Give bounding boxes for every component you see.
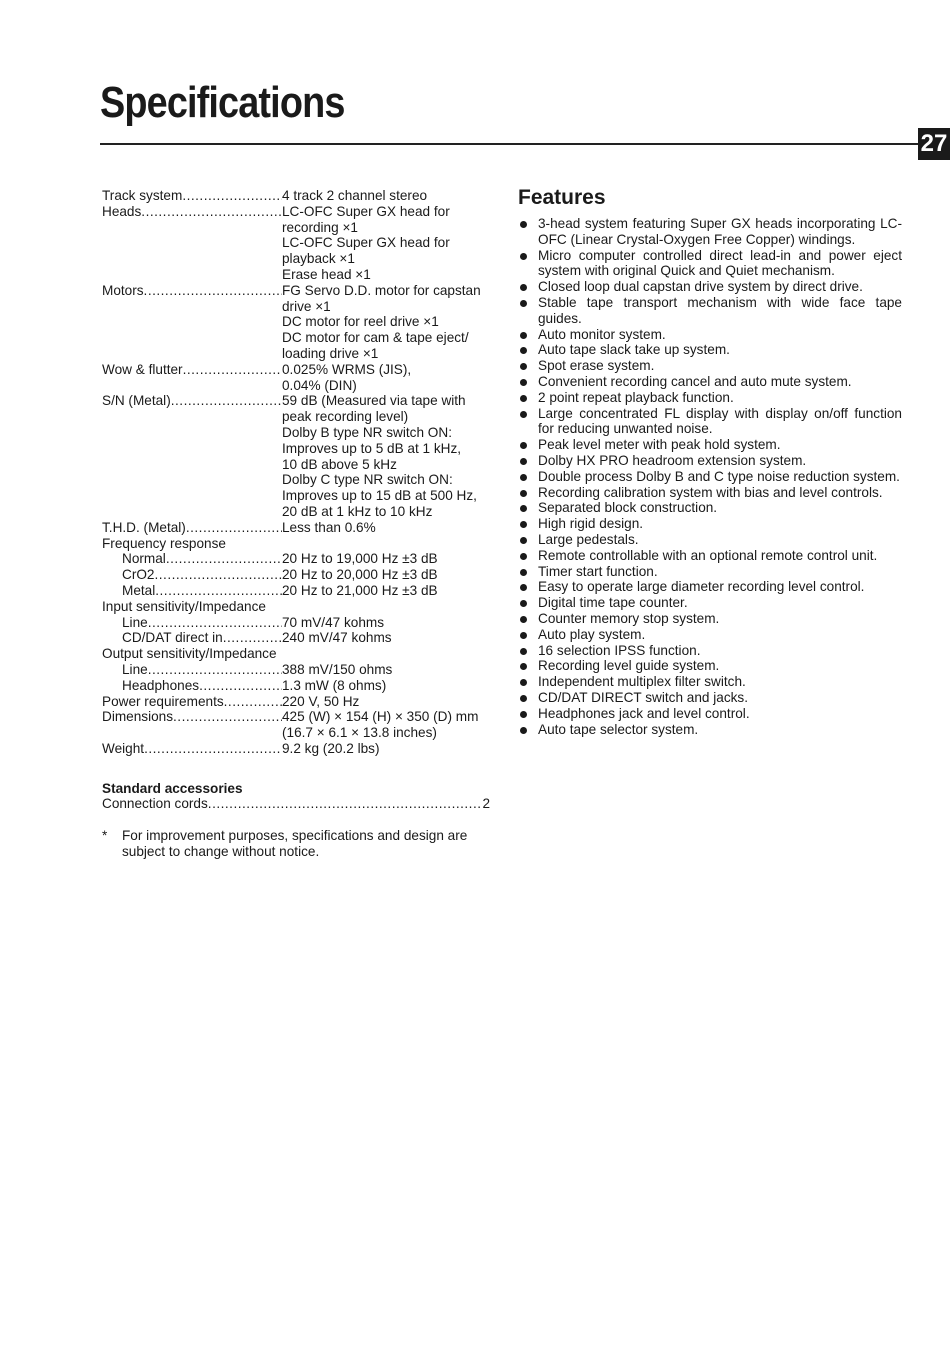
spec-value-line: Less than 0.6% bbox=[282, 519, 376, 535]
feature-list bbox=[518, 216, 902, 737]
spec-value-line: 388 mV/150 ohms bbox=[282, 661, 393, 677]
spec-label-cell bbox=[102, 567, 282, 583]
spec-value-line: Dolby C type NR switch ON: bbox=[282, 472, 453, 488]
spec-label-cell bbox=[102, 694, 282, 710]
spec-value-line: 10 dB above 5 kHz bbox=[282, 456, 397, 472]
spec-label-cell bbox=[102, 615, 282, 631]
bullet-icon bbox=[520, 363, 527, 370]
feature-item bbox=[518, 437, 902, 453]
bullet-icon bbox=[520, 695, 527, 702]
spec-label: Wow & flutter bbox=[102, 361, 183, 377]
feature-text: Counter memory stop system. bbox=[538, 610, 720, 626]
feature-item bbox=[518, 374, 902, 390]
spec-label: T.H.D. (Metal) bbox=[102, 519, 186, 535]
spec-value-line: (16.7 × 6.1 × 13.8 inches) bbox=[282, 725, 437, 741]
spec-label: Line bbox=[122, 614, 148, 630]
feature-item bbox=[518, 532, 902, 548]
feature-item bbox=[518, 722, 902, 738]
feature-item bbox=[518, 690, 902, 706]
spec-label-cell bbox=[102, 709, 282, 741]
spec-label-cell bbox=[102, 583, 282, 599]
feature-item bbox=[518, 627, 902, 643]
spec-row bbox=[102, 551, 492, 567]
feature-text: Separated block construction. bbox=[538, 500, 718, 516]
spec-label-cell bbox=[102, 520, 282, 536]
spec-row bbox=[102, 283, 492, 362]
feature-text: Timer start function. bbox=[538, 563, 658, 579]
feature-item bbox=[518, 390, 902, 406]
specifications-section bbox=[102, 188, 492, 860]
feature-item bbox=[518, 248, 902, 280]
feature-text: 2 point repeat playback function. bbox=[538, 389, 734, 405]
feature-item bbox=[518, 706, 902, 722]
spec-value-line: Improves up to 5 dB at 1 kHz, bbox=[282, 440, 462, 456]
dot-leader bbox=[173, 709, 282, 741]
feature-item bbox=[518, 564, 902, 580]
feature-text: Auto play system. bbox=[538, 626, 646, 642]
feature-text: 3-head system featuring Super GX heads incorporating LC-OFC (Linear Crystal-Oxygen Free Copper) windings. bbox=[538, 216, 902, 247]
spec-row bbox=[102, 583, 492, 599]
spec-value-line: 220 V, 50 Hz bbox=[282, 693, 360, 709]
dot-leader bbox=[199, 678, 282, 694]
spec-label-cell bbox=[102, 204, 282, 283]
spec-label-cell bbox=[102, 662, 282, 678]
spec-values bbox=[282, 204, 492, 283]
bullet-icon bbox=[520, 632, 527, 639]
spec-row bbox=[102, 662, 492, 678]
spec-value-line: LC-OFC Super GX head for bbox=[282, 203, 450, 219]
spec-label: Headphones bbox=[122, 677, 200, 693]
page-title: Specifications bbox=[100, 78, 345, 127]
spec-label-cell bbox=[102, 741, 282, 757]
spec-label: Motors bbox=[102, 282, 144, 298]
spec-value-line: FG Servo D.D. motor for capstan bbox=[282, 282, 481, 298]
spec-label: Line bbox=[122, 661, 148, 677]
feature-text: Remote controllable with an optional remote control unit. bbox=[538, 547, 878, 563]
bullet-icon bbox=[520, 221, 527, 228]
accessory-label: Connection cords bbox=[102, 796, 208, 812]
feature-text: Auto monitor system. bbox=[538, 326, 666, 342]
feature-text: CD/DAT DIRECT switch and jacks. bbox=[538, 689, 748, 705]
spec-value-line: 425 (W) × 154 (H) × 350 (D) mm bbox=[282, 709, 479, 725]
spec-value-line: Dolby B type NR switch ON: bbox=[282, 424, 452, 440]
bullet-icon bbox=[520, 474, 527, 481]
spec-value-line: LC-OFC Super GX head for bbox=[282, 235, 450, 251]
spec-values bbox=[282, 283, 492, 362]
bullet-icon bbox=[520, 442, 527, 449]
bullet-icon bbox=[520, 727, 527, 734]
feature-text: Micro computer controlled direct lead-in and power eject system with original Quick and Quiet mechanism. bbox=[538, 247, 902, 279]
feature-item bbox=[518, 453, 902, 469]
bullet-icon bbox=[520, 505, 527, 512]
feature-text: Dolby HX PRO headroom extension system. bbox=[538, 452, 807, 468]
title-rule bbox=[100, 143, 920, 145]
spec-value-line: 20 Hz to 19,000 Hz ±3 dB bbox=[282, 551, 438, 567]
page-number: 27 bbox=[918, 128, 950, 160]
feature-item bbox=[518, 295, 902, 327]
spec-label: CrO2 bbox=[122, 567, 155, 583]
spec-row bbox=[102, 567, 492, 583]
spec-value-line: playback ×1 bbox=[282, 251, 355, 267]
bullet-icon bbox=[520, 347, 527, 354]
feature-item bbox=[518, 611, 902, 627]
bullet-icon bbox=[520, 395, 527, 402]
spec-value-line: recording ×1 bbox=[282, 219, 358, 235]
spec-value-line: loading drive ×1 bbox=[282, 345, 379, 361]
feature-text: Independent multiplex filter switch. bbox=[538, 674, 746, 690]
spec-row bbox=[102, 362, 492, 394]
spec-label: Weight bbox=[102, 740, 145, 756]
bullet-icon bbox=[520, 553, 527, 560]
spec-values bbox=[282, 741, 492, 757]
spec-row bbox=[102, 678, 492, 694]
spec-value-line: 0.025% WRMS (JIS), bbox=[282, 361, 412, 377]
spec-values bbox=[282, 615, 492, 631]
feature-text: Large concentrated FL display with display on/off function for reducing unwanted noise. bbox=[538, 405, 902, 437]
spec-value-line: DC motor for reel drive ×1 bbox=[282, 314, 439, 330]
dot-leader bbox=[155, 583, 282, 599]
spec-label: CD/DAT direct in bbox=[122, 630, 223, 646]
footnote-text: For improvement purposes, specifications and design are subject to change without notice. bbox=[122, 828, 468, 860]
dot-leader bbox=[154, 567, 282, 583]
spec-values bbox=[282, 678, 492, 694]
bullet-icon bbox=[520, 411, 527, 418]
feature-item bbox=[518, 548, 902, 564]
spec-row bbox=[102, 188, 492, 204]
feature-text: Recording level guide system. bbox=[538, 658, 720, 674]
spec-value-line: 4 track 2 channel stereo bbox=[282, 188, 428, 203]
footnote bbox=[102, 828, 492, 860]
spec-group-heading: Frequency response bbox=[102, 535, 226, 551]
feature-text: Recording calibration system with bias and level controls. bbox=[538, 484, 883, 500]
spec-values bbox=[282, 694, 492, 710]
spec-value-line: 70 mV/47 kohms bbox=[282, 614, 384, 630]
dot-leader bbox=[141, 204, 282, 283]
bullet-icon bbox=[520, 284, 527, 291]
feature-item bbox=[518, 406, 902, 438]
bullet-icon bbox=[520, 679, 527, 686]
dot-leader bbox=[224, 694, 282, 710]
spec-row bbox=[102, 630, 492, 646]
bullet-icon bbox=[520, 253, 527, 260]
spec-row bbox=[102, 741, 492, 757]
feature-text: Convenient recording cancel and auto mute system. bbox=[538, 373, 852, 389]
dot-leader bbox=[144, 283, 282, 362]
feature-item bbox=[518, 674, 902, 690]
spec-value-line: 20 Hz to 21,000 Hz ±3 dB bbox=[282, 582, 438, 598]
spec-label: Track system bbox=[102, 188, 183, 203]
spec-value-line: 59 dB (Measured via tape with bbox=[282, 393, 466, 409]
bullet-icon bbox=[520, 458, 527, 465]
spec-row bbox=[102, 709, 492, 741]
spec-value-line: 0.04% (DIN) bbox=[282, 377, 357, 393]
feature-item bbox=[518, 658, 902, 674]
dot-leader bbox=[208, 796, 483, 812]
spec-value-line: 20 dB at 1 kHz to 10 kHz bbox=[282, 503, 433, 519]
spec-label: Dimensions bbox=[102, 709, 174, 725]
spec-values bbox=[282, 567, 492, 583]
spec-value-line: Improves up to 15 dB at 500 Hz, bbox=[282, 488, 477, 504]
feature-item bbox=[518, 643, 902, 659]
spec-label: S/N (Metal) bbox=[102, 393, 171, 409]
bullet-icon bbox=[520, 600, 527, 607]
spec-label-cell bbox=[102, 362, 282, 394]
feature-text: Double process Dolby B and C type noise reduction system. bbox=[538, 468, 900, 484]
feature-text: Stable tape transport mechanism with wide face tape guides. bbox=[538, 294, 902, 326]
dot-leader bbox=[166, 551, 282, 567]
spec-label: Power requirements bbox=[102, 693, 224, 709]
feature-item bbox=[518, 327, 902, 343]
spec-label-cell bbox=[102, 678, 282, 694]
spec-value-line: 1.3 mW (8 ohms) bbox=[282, 677, 387, 693]
dot-leader bbox=[183, 362, 282, 394]
spec-row bbox=[102, 204, 492, 283]
feature-text: Large pedestals. bbox=[538, 531, 639, 547]
features-title: Features bbox=[518, 186, 606, 209]
bullet-icon bbox=[520, 648, 527, 655]
spec-value-line: drive ×1 bbox=[282, 298, 331, 314]
spec-label-cell bbox=[102, 283, 282, 362]
feature-item bbox=[518, 469, 902, 485]
spec-value-line: 9.2 kg (20.2 lbs) bbox=[282, 740, 380, 756]
feature-text: Headphones jack and level control. bbox=[538, 705, 750, 721]
feature-item bbox=[518, 485, 902, 501]
spec-label: Metal bbox=[122, 582, 156, 598]
spec-values bbox=[282, 393, 492, 519]
feature-item bbox=[518, 216, 902, 248]
feature-text: 16 selection IPSS function. bbox=[538, 642, 701, 658]
feature-item bbox=[518, 500, 902, 516]
feature-text: Peak level meter with peak hold system. bbox=[538, 437, 781, 453]
spec-values bbox=[282, 709, 492, 741]
bullet-icon bbox=[520, 332, 527, 339]
bullet-icon bbox=[520, 569, 527, 576]
spec-list bbox=[102, 188, 492, 757]
spec-values bbox=[282, 583, 492, 599]
bullet-icon bbox=[520, 379, 527, 386]
spec-value-line: peak recording level) bbox=[282, 409, 409, 425]
spec-value-line: 20 Hz to 20,000 Hz ±3 dB bbox=[282, 567, 438, 583]
dot-leader bbox=[144, 741, 282, 757]
spec-label-cell bbox=[102, 188, 282, 204]
feature-item bbox=[518, 516, 902, 532]
spec-row bbox=[102, 393, 492, 519]
dot-leader bbox=[148, 662, 282, 678]
bullet-icon bbox=[520, 616, 527, 623]
feature-text: Closed loop dual capstan drive system by direct drive. bbox=[538, 279, 863, 295]
bullet-icon bbox=[520, 300, 527, 307]
spec-row bbox=[102, 694, 492, 710]
spec-values bbox=[282, 362, 492, 394]
feature-text: High rigid design. bbox=[538, 516, 644, 532]
spec-values bbox=[282, 662, 492, 678]
bullet-icon bbox=[520, 490, 527, 497]
spec-label: Heads bbox=[102, 203, 142, 219]
feature-text: Digital time tape counter. bbox=[538, 595, 688, 611]
spec-values bbox=[282, 551, 492, 567]
dot-leader bbox=[148, 615, 282, 631]
spec-label-cell bbox=[102, 551, 282, 567]
spec-label-cell bbox=[102, 630, 282, 646]
feature-item bbox=[518, 279, 902, 295]
feature-item bbox=[518, 595, 902, 611]
accessory-row bbox=[102, 796, 490, 812]
spec-values bbox=[282, 188, 492, 204]
dot-leader bbox=[223, 630, 282, 646]
spec-value-line: DC motor for cam & tape eject/ bbox=[282, 330, 469, 346]
dot-leader bbox=[186, 520, 282, 536]
spec-group-heading: Input sensitivity/Impedance bbox=[102, 598, 266, 614]
feature-text: Spot erase system. bbox=[538, 358, 655, 374]
spec-value-line: Erase head ×1 bbox=[282, 266, 371, 282]
footnote-mark: * bbox=[102, 828, 108, 844]
spec-value-line: 240 mV/47 kohms bbox=[282, 630, 392, 646]
spec-values bbox=[282, 520, 492, 536]
feature-item bbox=[518, 579, 902, 595]
spec-label: Normal bbox=[122, 551, 166, 567]
feature-item bbox=[518, 342, 902, 358]
bullet-icon bbox=[520, 663, 527, 670]
bullet-icon bbox=[520, 711, 527, 718]
accessory-quantity: 2 bbox=[482, 796, 490, 812]
spec-row bbox=[102, 520, 492, 536]
spec-row bbox=[102, 615, 492, 631]
spec-values bbox=[282, 630, 492, 646]
bullet-icon bbox=[520, 521, 527, 528]
feature-text: Auto tape selector system. bbox=[538, 721, 699, 737]
spec-label-cell bbox=[102, 393, 282, 519]
bullet-icon bbox=[520, 537, 527, 544]
spec-group-heading: Output sensitivity/Impedance bbox=[102, 646, 277, 662]
feature-item bbox=[518, 358, 902, 374]
feature-text: Easy to operate large diameter recording level control. bbox=[538, 579, 865, 595]
dot-leader bbox=[182, 188, 282, 204]
features-section bbox=[518, 186, 902, 737]
dot-leader bbox=[171, 393, 282, 519]
accessories-heading: Standard accessories bbox=[102, 780, 243, 796]
feature-text: Auto tape slack take up system. bbox=[538, 342, 730, 358]
bullet-icon bbox=[520, 584, 527, 591]
